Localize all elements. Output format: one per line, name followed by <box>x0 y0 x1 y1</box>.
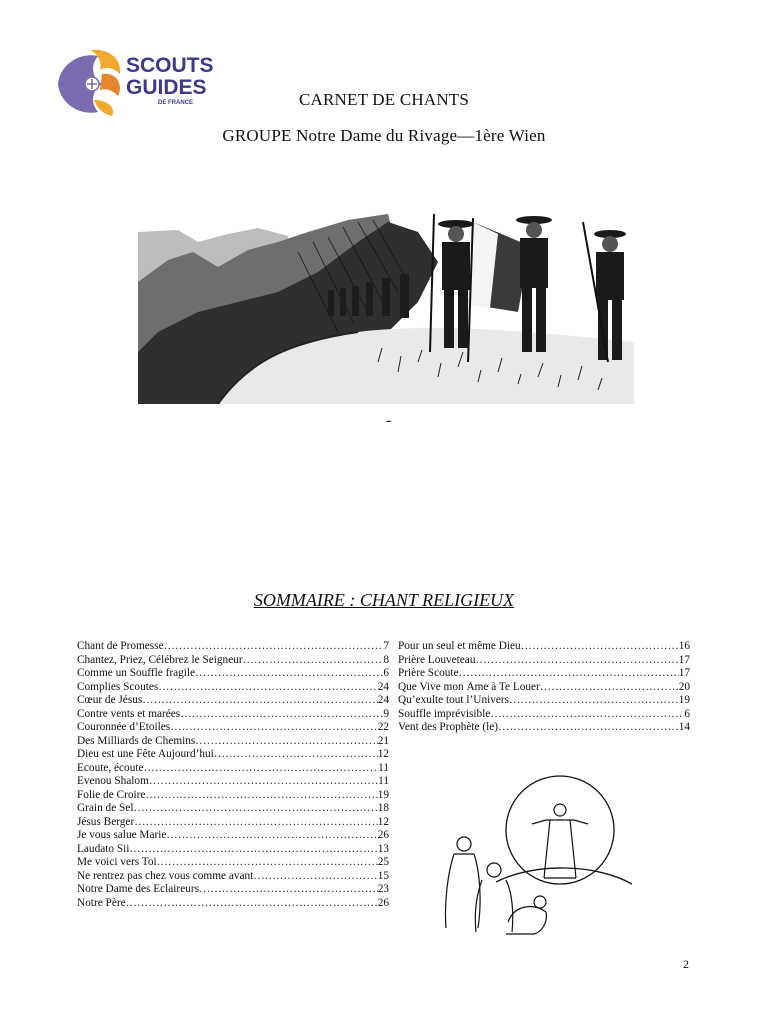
toc-entry-title: Notre Père <box>77 896 126 909</box>
risen-christ-illustration <box>436 772 632 938</box>
toc-entry-page: 21 <box>377 734 389 747</box>
toc-entry-page: 22 <box>377 721 389 733</box>
toc-entry-dots <box>214 748 378 762</box>
toc-entry <box>77 694 389 708</box>
toc-entry-dots <box>521 640 679 654</box>
page-number: 2 <box>683 957 689 971</box>
toc-entry <box>77 735 389 749</box>
toc-entry-dots <box>157 856 378 870</box>
toc-entry <box>77 748 389 762</box>
toc-entry-page: 8 <box>383 653 389 666</box>
toc-entry-title: Notre Dame des Eclaireurs <box>77 883 200 895</box>
scouts-marching-illustration <box>138 212 634 404</box>
toc-entry-page: 19 <box>678 694 690 706</box>
toc-entry <box>77 640 389 654</box>
toc-entry-page: 9 <box>383 707 389 720</box>
toc-entry-dots <box>144 762 379 776</box>
toc-entry-dots <box>142 694 377 708</box>
toc-entry-title: Qu’exulte tout l’Univers <box>398 694 510 706</box>
logo-line2: GUIDES <box>126 76 207 99</box>
separator-dash: - <box>386 412 392 429</box>
toc-entry-title: Laudato Sii <box>77 842 130 855</box>
toc-entry-page: 23 <box>377 883 389 895</box>
toc-entry-title: Prière Scoute <box>398 667 459 679</box>
toc-entry-page: 15 <box>377 869 389 882</box>
toc-entry-dots <box>199 883 378 897</box>
toc-entry <box>77 870 389 884</box>
toc-entry <box>77 775 389 789</box>
toc-entry-dots <box>509 694 679 708</box>
toc-entry-dots <box>243 654 384 668</box>
toc-entry-page: 11 <box>378 775 389 787</box>
toc-entry-title: Evenou Shalom <box>77 775 149 787</box>
toc-entry-dots <box>134 816 377 830</box>
toc-entry <box>77 843 389 857</box>
toc-entry-page: 18 <box>377 802 389 814</box>
toc-entry-title: Me voici vers Toi <box>77 856 157 868</box>
toc-entry-dots <box>459 667 679 681</box>
toc-entry-page: 26 <box>377 829 389 841</box>
toc-entry <box>77 789 389 803</box>
toc-entry-dots <box>195 735 377 749</box>
page-subtitle: GROUPE Notre Dame du Rivage—1ère Wien <box>222 126 546 145</box>
toc-entry-title: Jésus Berger <box>77 815 135 828</box>
toc-entry-title: Des Milliards de Chemins <box>77 734 196 747</box>
toc-entry-title: Que Vive mon Âme à Te Louer <box>398 680 540 693</box>
toc-entry-dots <box>490 708 684 722</box>
toc-entry <box>77 897 389 911</box>
toc-entry <box>77 816 389 830</box>
toc-right-column <box>398 640 690 735</box>
toc-entry <box>398 654 690 668</box>
risen-christ-illustration-icon <box>436 772 632 938</box>
toc-entry <box>398 708 690 722</box>
toc-entry-title: Souffle imprévisible <box>398 707 491 720</box>
toc-entry-page: 11 <box>378 761 389 774</box>
toc-entry-title: Chantez, Priez, Célébrez le Seigneur <box>77 653 243 666</box>
page-title: CARNET DE CHANTS <box>298 90 470 109</box>
toc-entry-dots <box>180 708 383 722</box>
scouts-marching-illustration-icon <box>138 212 634 404</box>
toc-entry <box>77 721 389 735</box>
toc-entry <box>77 654 389 668</box>
toc-entry-dots <box>166 829 377 843</box>
toc-entry-title: Pour un seul et même Dieu <box>398 640 521 652</box>
toc-entry-title: Contre vents et marées <box>77 707 181 720</box>
section-heading: SOMMAIRE : CHANT RELIGIEUX <box>253 590 515 610</box>
toc-entry-dots <box>158 681 377 695</box>
toc-entry <box>77 802 389 816</box>
toc-entry-title: Folie de Croire <box>77 788 146 801</box>
toc-entry-title: Ecoute, écoute <box>77 761 144 774</box>
toc-entry-dots <box>540 681 679 695</box>
toc-entry-dots <box>129 843 377 857</box>
toc-entry-page: 14 <box>678 721 690 733</box>
toc-entry-title: Cœur de Jésus <box>77 694 143 706</box>
toc-entry <box>77 883 389 897</box>
toc-entry <box>77 681 389 695</box>
toc-entry-dots <box>195 667 383 681</box>
toc-entry-dots <box>170 721 378 735</box>
toc-entry <box>398 721 690 735</box>
toc-entry-title: Chant de Promesse <box>77 640 164 652</box>
toc-entry-title: Ne rentrez pas chez vous comme avant <box>77 869 254 882</box>
toc-entry-dots <box>126 897 378 911</box>
toc-entry-title: Couronnée d’Etoiles <box>77 721 171 733</box>
toc-left-column <box>77 640 389 910</box>
toc-entry-page: 17 <box>678 653 690 666</box>
toc-entry <box>398 681 690 695</box>
toc-entry-page: 12 <box>377 748 389 760</box>
toc-entry <box>398 694 690 708</box>
toc-entry-title: Prière Louveteau <box>398 653 476 666</box>
toc-entry-dots <box>133 802 377 816</box>
toc-entry-page: 12 <box>377 815 389 828</box>
toc-entry <box>77 762 389 776</box>
toc-entry-page: 6 <box>684 707 690 720</box>
toc-entry-dots <box>145 789 377 803</box>
toc-entry-page: 6 <box>383 667 389 679</box>
toc-entry-page: 24 <box>377 694 389 706</box>
toc-entry-page: 17 <box>678 667 690 679</box>
toc-entry <box>77 856 389 870</box>
toc-entry-title: Vent des Prophète (le) <box>398 721 499 733</box>
toc-entry-title: Complies Scoutes <box>77 680 159 693</box>
toc-entry-page: 16 <box>678 640 690 652</box>
toc-entry-page: 13 <box>377 842 389 855</box>
toc-entry <box>398 667 690 681</box>
toc-entry-dots <box>164 640 384 654</box>
toc-entry-dots <box>149 775 378 789</box>
toc-entry <box>77 708 389 722</box>
toc-entry-page: 25 <box>377 856 389 868</box>
toc-entry-title: Comme un Souffle fragile <box>77 667 196 679</box>
toc-entry-title: Je vous salue Marie <box>77 829 167 841</box>
toc-entry <box>77 667 389 681</box>
toc-entry <box>77 829 389 843</box>
toc-entry-title: Grain de Sel <box>77 802 134 814</box>
toc-entry-page: 7 <box>383 640 389 652</box>
toc-entry-page: 19 <box>377 788 389 801</box>
logo-line1: SCOUTS <box>126 54 214 77</box>
toc-entry-dots <box>475 654 678 668</box>
toc-entry-dots <box>253 870 377 884</box>
toc-entry-page: 26 <box>377 896 389 909</box>
toc-entry-title: Dieu est une Fête Aujourd’hui <box>77 748 214 760</box>
toc-entry-page: 20 <box>678 680 690 693</box>
toc-entry <box>398 640 690 654</box>
toc-entry-dots <box>498 721 679 735</box>
logo-line3: DE FRANCE <box>158 100 194 106</box>
toc-entry-page: 24 <box>377 680 389 693</box>
